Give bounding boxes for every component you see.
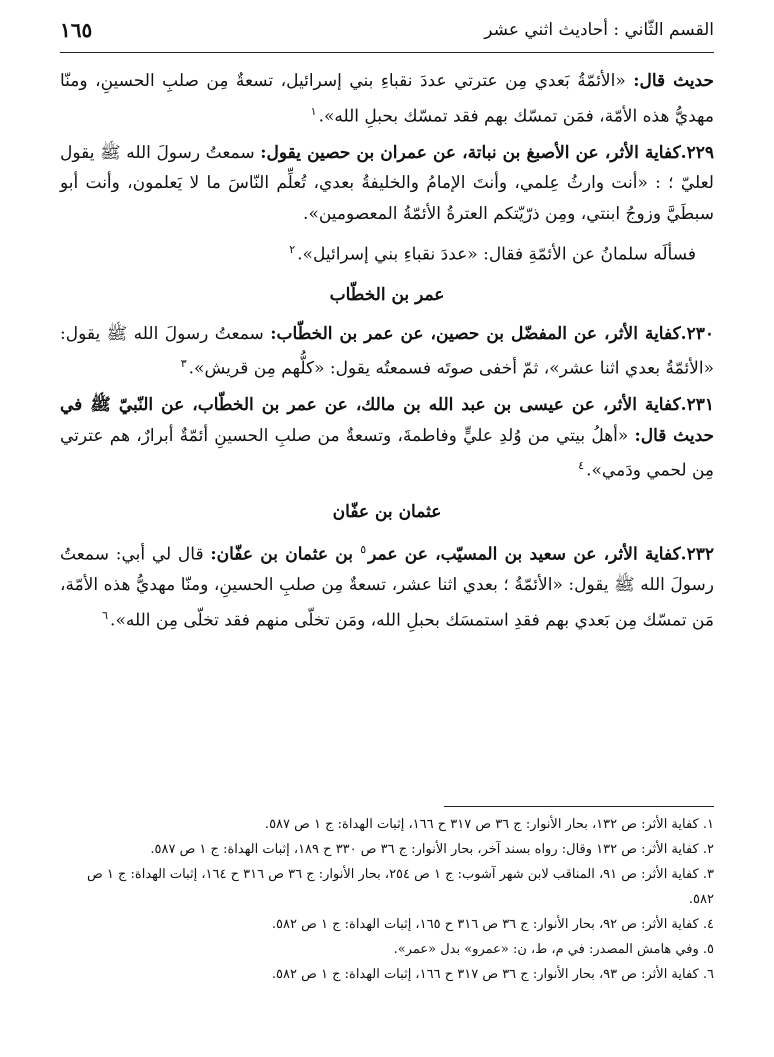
footnote-6: ٦. كفاية الأثر: ص ٩٣، بحار الأنوار: ج ٣٦ ص ٣١٧ ح ١٦٦، إثبات الهداة: ج ١ ص ٥٨٢.: [271, 967, 714, 982]
page-header: [60, 14, 714, 53]
footnote-4: ٤. كفاية الأثر: ص ٩٢، بحار الأنوار: ج ٣٦ ص ٣١٦ ح ١٦٥، إثبات الهداة: ج ١ ص ٥٨٢.: [271, 917, 714, 932]
hadith-text: قال لي أبي: سمعتُ رسولَ الله ﷺ يقول: «الأئمّةُ ؛ بعدي اثنا عشر، تسعةٌ مِن صلبِ الحسينِ، ومنّا مهديُّ هذه الأمّة، مَن تمسّك مِن بَعدي بهم فقدِ استمسَك بحبلِ الله، ومَن تخلّى منهم فقد تخلّى مِن الله».: [60, 544, 714, 631]
footnote-ref: ٦: [102, 608, 109, 622]
running-title: القسم الثّاني : أحاديث اثني عشر: [484, 20, 714, 40]
hadith-text: سمعتُ رسولَ الله ﷺ يقول: «الأئمّةُ بعدي اثنا عشر»، ثمّ أخفى صوتَه فسمعتُه يقول: «كلُّهم مِن قريش».: [60, 323, 714, 379]
paragraph-230: [60, 319, 714, 385]
footnote-ref: ٤: [578, 459, 585, 473]
footnote-ref: ٥: [360, 543, 367, 557]
paragraph-lead: ٢٣٢.كفاية الأثر، عن سعيد بن المسيّب، عن عمر: [368, 544, 714, 565]
footnote-ref: ٢: [289, 243, 296, 257]
paragraph-lead: حديث قال:: [633, 71, 714, 91]
hadith-text: «الأئمّةُ بَعدي مِن عترتي عددَ نقباءِ بني إسرائيل، تسعةٌ مِن صلبِ الحسينِ، ومنّا مهديُّ هذه الأمّة، فمَن تمسّك بهم فقد تمسّك بحبلِ الله».: [60, 71, 714, 127]
section-heading-uthman: عثمان بن عفّان: [332, 501, 442, 522]
main-text: [60, 66, 714, 642]
paragraph-231: [60, 390, 714, 486]
paragraph-1: [60, 66, 714, 132]
hadith-text: «أهلُ بيتي من وُلدِ عليٍّ وفاطمةَ، وتسعةٌ من صلبِ الحسينِ أئمّةٌ أبرارٌ، هم عترتي مِن لحمي ودَمي».: [60, 425, 714, 482]
footnote-2: ٢. كفاية الأثر: ص ١٣٢ وقال: رواه بسند آخر، بحار الأنوار: ج ٣٦ ص ٣٣٠ ح ١٨٩، إثبات الهداة: ج ١ ص ٥٨٧.: [150, 842, 714, 857]
section-heading-umar: عمر بن الخطّاب: [329, 285, 445, 306]
footnote-ref: ١: [310, 104, 317, 118]
paragraph-229: [60, 138, 714, 230]
paragraph-232: [60, 535, 714, 636]
footnote-5: ٥. وفي هامش المصدر: في م، ط، ن: «عمرو» بدل «عمر».: [393, 942, 714, 957]
paragraph-229-cont: [60, 235, 714, 270]
paragraph-lead: ٢٣٠.كفاية الأثر، عن المفضّل بن حصين، عن عمر بن الخطّاب:: [270, 323, 714, 344]
page-number: ١٦٥: [60, 18, 93, 42]
paragraph-lead-cont: بن عثمان بن عفّان:: [210, 544, 361, 565]
hadith-text: سمعتُ رسولَ الله ﷺ يقول لعليّ ؛ : «أنت وارثُ عِلمي، وأنتَ الإمامُ والخليفةُ بعدي، تُعلِّم النّاسَ ما لا يَعلمون، وأنت أبو سبطَيَّ وزوجُ ابنتي، ومِن ذرّيّتكم العترةُ الأئمّةُ المعصومين».: [60, 142, 714, 224]
paragraph-lead: ٢٢٩.كفاية الأثر، عن الأصبغ بن نباتة، عن عمران بن حصين يقول:: [260, 142, 714, 163]
footnote-ref: ٣: [180, 357, 187, 371]
hadith-text: فسألَه سلمانُ عن الأئمّةِ فقال: «عددَ نقباءِ بني إسرائيل».: [297, 244, 696, 265]
footnote-divider: [444, 806, 714, 807]
footnotes: [60, 812, 714, 987]
footnote-1: ١. كفاية الأثر: ص ١٣٢، بحار الأنوار: ج ٣٦ ص ٣١٧ ح ١٦٦، إثبات الهداة: ج ١ ص ٥٨٧.: [264, 817, 714, 832]
footnote-3: ٣. كفاية الأثر: ص ٩١، المناقب لابن شهر آشوب: ج ١ ص ٢٥٤، بحار الأنوار: ج ٣٦ ص ٣١٦ ح ١٦٤، إثبات الهداة: ج ١ ص ٥٨٢.: [87, 867, 714, 907]
paragraph-lead: ٢٣١.كفاية الأثر، عن عيسى بن عبد الله بن مالك، عن عمر بن الخطّاب، عن النّبيّ ﷺ في حديث قال:: [60, 395, 715, 446]
